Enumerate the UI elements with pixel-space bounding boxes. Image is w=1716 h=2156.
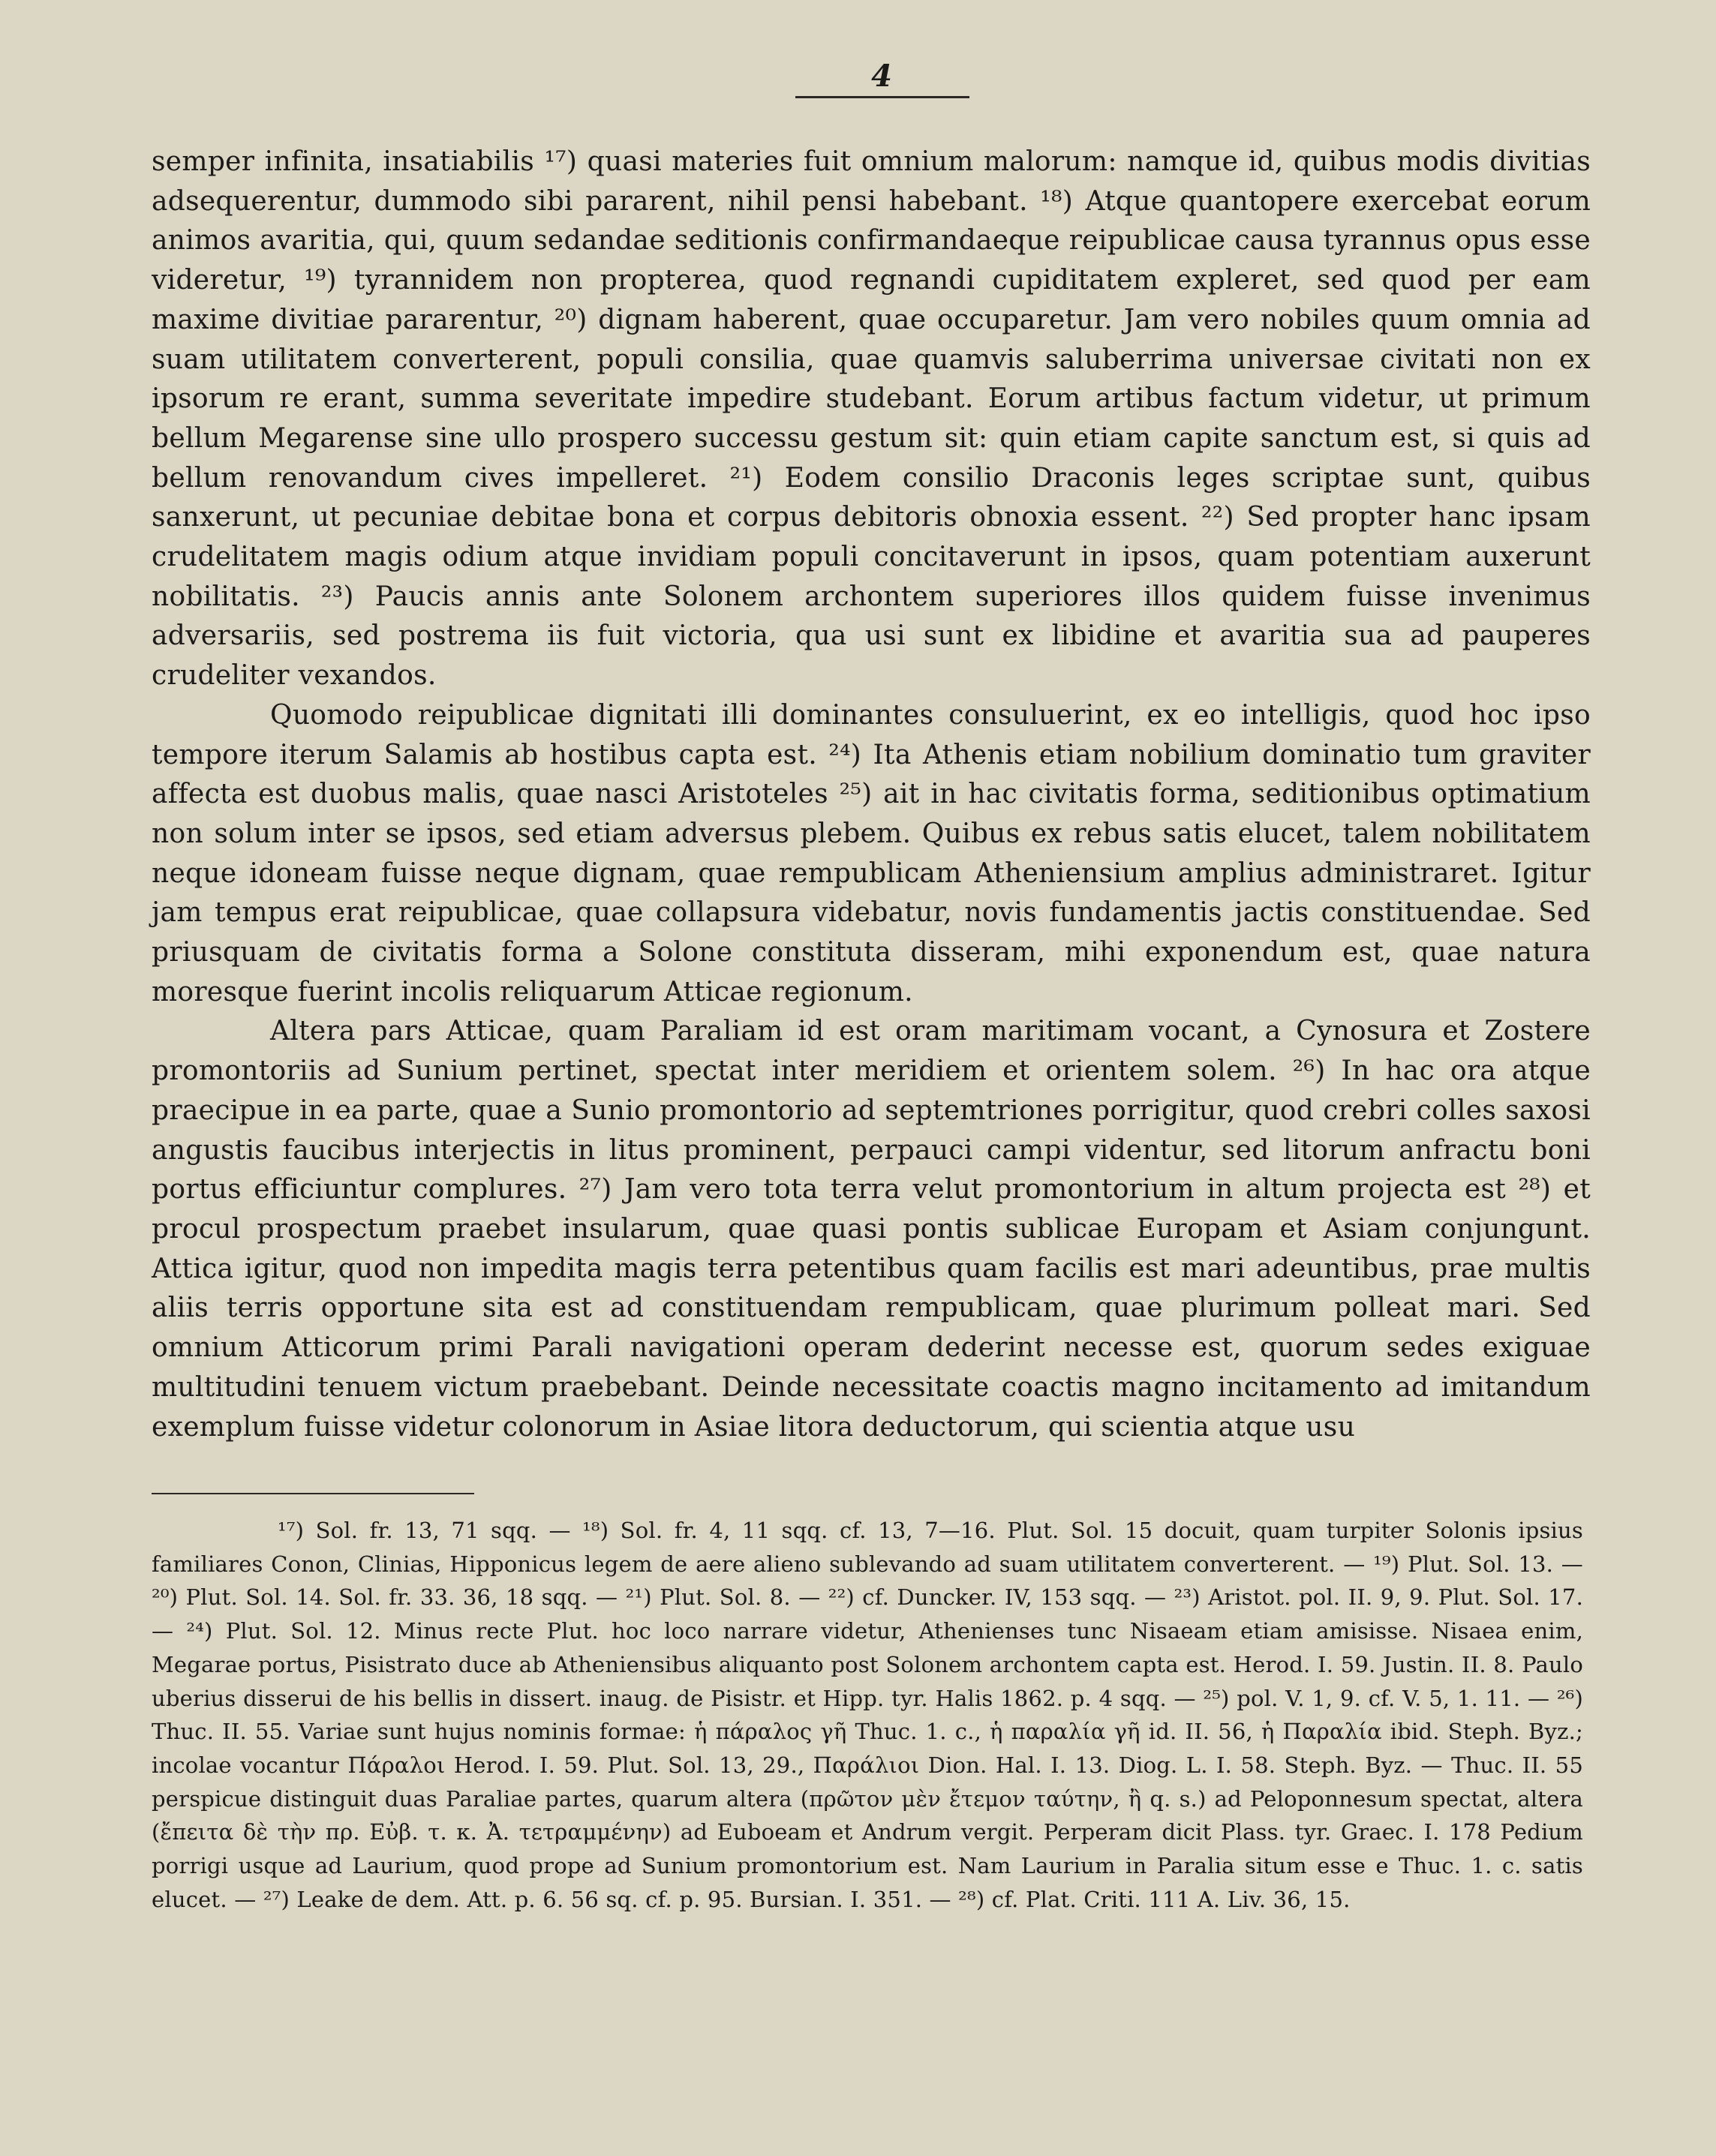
page-number: 4: [871, 59, 892, 94]
footnotes: [152, 1514, 1583, 1916]
paragraph-2: Quomodo reipublicae dignitati illi dominantes consuluerint, ex eo intelligis, quod hoc ipso tempore iterum Salamis ab hostibus capta est. ²⁴) Ita Athenis etiam nobilium dominatio tum graviter affecta est duobus malis, quae nasci Aristoteles ²⁵) ait in hac civitatis forma, seditionibus optimatium non solum inter se ipsos, sed etiam adversus plebem. Quibus ex rebus satis elucet, talem nobilitatem neque idoneam fuisse neque dignam, quae rempublicam Atheniensium amplius administraret. Igitur jam tempus erat reipublicae, quae collapsura videbatur, novis fundamentis jactis constituendae. Sed priusquam de civitatis forma a Solone constituta disseram, mihi exponendum est, quae natura moresque fuerint incolis reliquarum Atticae regionum.: [152, 699, 1591, 1007]
header-rule: [795, 96, 969, 98]
main-text: [152, 143, 1591, 1447]
footnotes-text: ¹⁷) Sol. fr. 13, 71 sqq. — ¹⁸) Sol. fr. 4, 11 sqq. cf. 13, 7—16. Plut. Sol. 15 docuit, quam turpiter Solonis ipsius familiares Conon, Clinias, Hipponicus legem de aere alieno sublevando ad suam utilitatem converterent. — ¹⁹) Plut. Sol. 13. — ²⁰) Plut. Sol. 14. Sol. fr. 33. 36, 18 sqq. — ²¹) Plut. Sol. 8. — ²²) cf. Duncker. IV, 153 sqq. — ²³) Aristot. pol. II. 9, 9. Plut. Sol. 17. — ²⁴) Plut. Sol. 12. Minus recte Plut. hoc loco narrare videtur, Athenienses tunc Nisaeam etiam amisisse. Nisaea enim, Megarae portus, Pisistrato duce ab Atheniensibus aliquanto post Solonem archontem capta est. Herod. I. 59. Justin. II. 8. Paulo uberius disserui de his bellis in dissert. inaug. de Pisistr. et Hipp. tyr. Halis 1862. p. 4 sqq. — ²⁵) pol. V. 1, 9. cf. V. 5, 1. 11. — ²⁶) Thuc. II. 55. Variae sunt hujus nominis formae: ἡ πάραλος γῆ Thuc. 1. c., ἡ παραλία γῆ id. II. 56, ἡ Παραλία ibid. Steph. Byz.; incolae vocantur Πάραλοι Herod. I. 59. Plut. Sol. 13, 29., Παράλιοι Dion. Hal. I. 13. Diog. L. I. 58. Steph. Byz. — Thuc. II. 55 perspicue distinguit duas Paraliae partes, quarum altera (πρῶτον μὲν ἔτεμον ταύτην, ἢ q. s.) ad Peloponnesum spectat, altera (ἔπειτα δὲ τὴν πρ. Εὐβ. τ. κ. Ἀ. τετραμμένην) ad Euboeam et Andrum vergit. Perperam dicit Plass. tyr. Graec. I. 178 Pedium porrigi usque ad Laurium, quod prope ad Sunium promontorium est. Nam Laurium in Paralia situm esse e Thuc. 1. c. satis elucet. — ²⁷) Leake de dem. Att. p. 6. 56 sq. cf. p. 95. Bursian. I. 351. — ²⁸) cf. Plat. Criti. 111 A. Liv. 36, 15.: [152, 1518, 1583, 1912]
footnote-rule: [152, 1493, 474, 1494]
paragraph-1: semper infinita, insatiabilis ¹⁷) quasi materies fuit omnium malorum: namque id, quibus modis divitias adsequerentur, dummodo sibi pararent, nihil pensi habebant. ¹⁸) Atque quantopere exercebat eorum animos avaritia, qui, quum sedandae seditionis confirmandaeque reipublicae causa tyrannus opus esse videretur, ¹⁹) tyrannidem non propterea, quod regnandi cupiditatem expleret, sed quod per eam maxime divitiae pararentur, ²⁰) dignam haberent, quae occuparetur. Jam vero nobiles quum omnia ad suam utilitatem converterent, populi consilia, quae quamvis saluberrima universae civitati non ex ipsorum re erant, summa severitate impedire studebant. Eorum artibus factum videtur, ut primum bellum Megarense sine ullo prospero successu gestum sit: quin etiam capite sanctum est, si quis ad bellum renovandum cives impelleret. ²¹) Eodem consilio Draconis leges scriptae sunt, quibus sanxerunt, ut pecuniae debitae bona et corpus debitoris obnoxia essent. ²²) Sed propter hanc ipsam crudelitatem magis odium atque invidiam populi concitaverunt in ipsos, quam potentiam auxerunt nobilitatis. ²³) Paucis annis ante Solonem archontem superiores illos quidem fuisse invenimus adversariis, sed postrema iis fuit victoria, qua usi sunt ex libidine et avaritia sua ad pauperes crudeliter vexandos.: [152, 146, 1591, 692]
paragraph-3: Altera pars Atticae, quam Paraliam id est oram maritimam vocant, a Cynosura et Zostere promontoriis ad Sunium pertinet, spectat inter meridiem et orientem solem. ²⁶) In hac ora atque praecipue in ea parte, quae a Sunio promontorio ad septemtriones porrigitur, quod crebri colles saxosi angustis faucibus interjectis in litus prominent, perpauci campi videntur, sed litorum anfractu boni portus efficiuntur complures. ²⁷) Jam vero tota terra velut promontorium in altum projecta est ²⁸) et procul prospectum praebet insularum, quae quasi pontis sublicae Europam et Asiam conjungunt. Attica igitur, quod non impedita magis terra petentibus quam facilis est mari adeuntibus, prae multis aliis terris opportune sita est ad constituendam rempublicam, quae plurimum polleat mari. Sed omnium Atticorum primi Parali navigationi operam dederint necesse est, quorum sedes exiguae multitudini tenuem victum praebebant. Deinde necessitate coactis magno incitamento ad imitandum exemplum fuisse videtur colonorum in Asiae litora deductorum, qui scientia atque usu: [152, 1016, 1591, 1443]
